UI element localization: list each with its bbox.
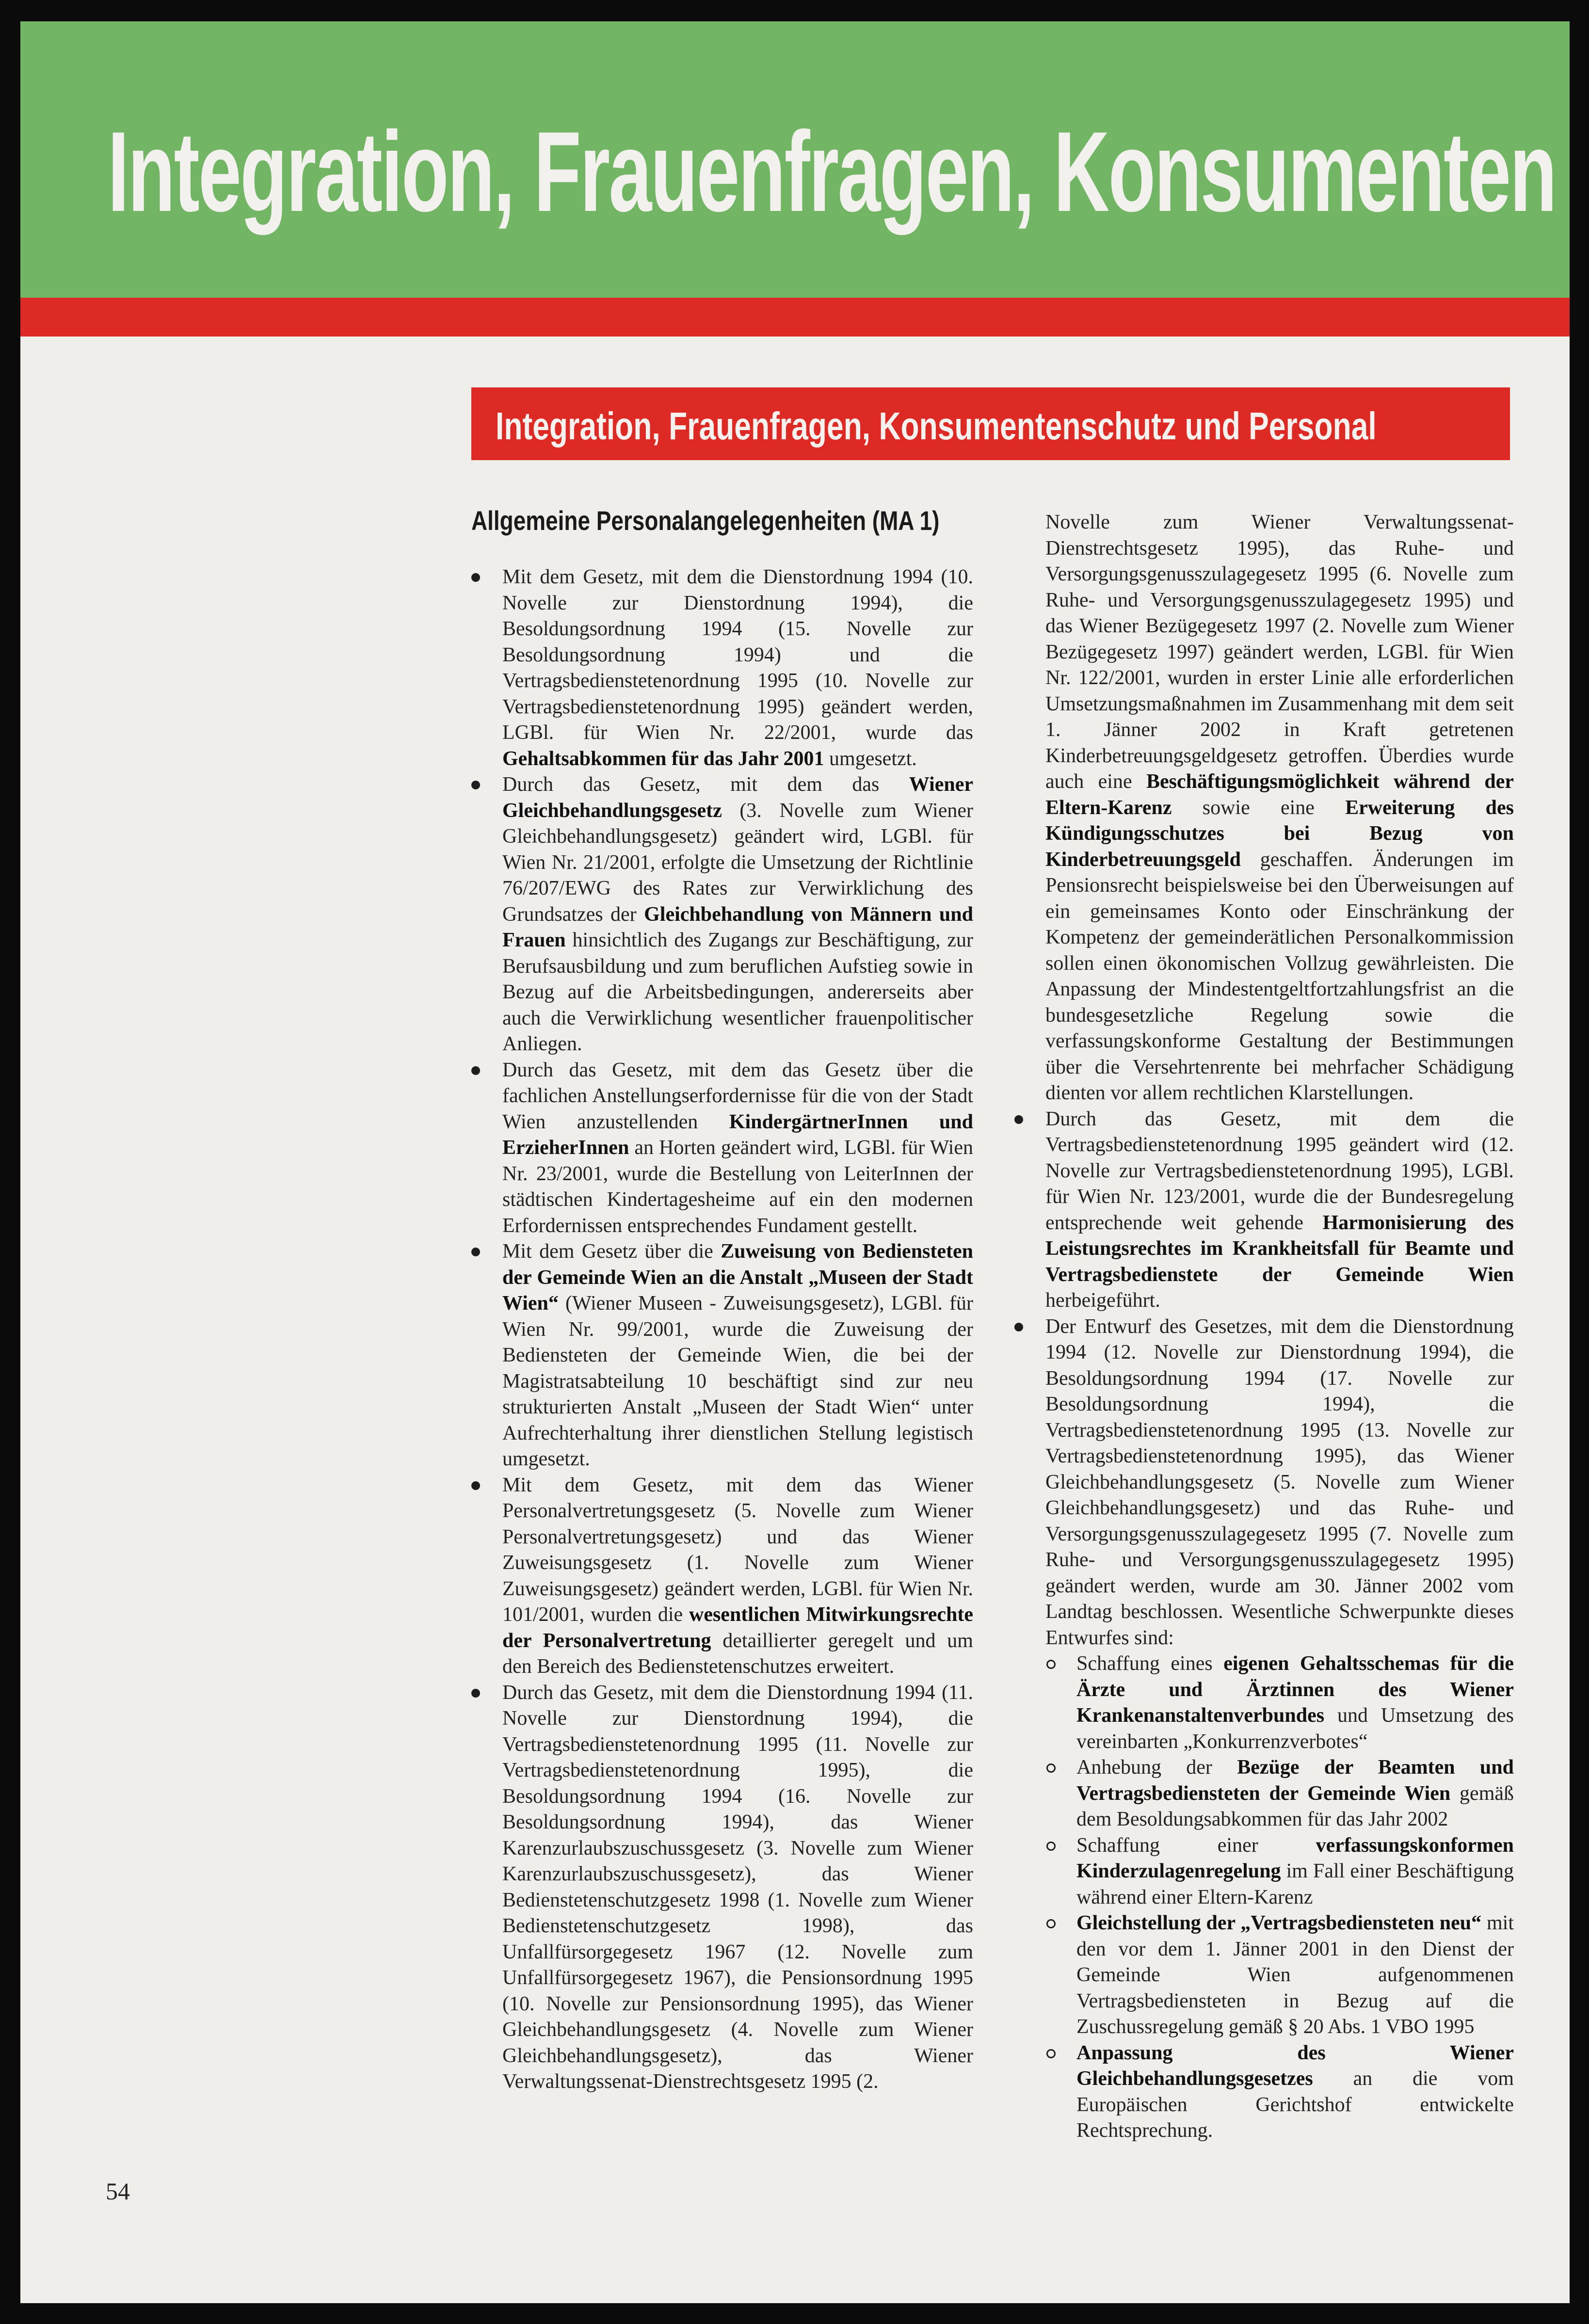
body-text: Mit dem Gesetz, mit dem das Wiener Personalvertretungsgesetz (5. Novelle zum Wiener Personalvertretungsgesetz) und das Wiener Zuweisungsgesetz (1. Novelle zum Wiener Zuweisungsgesetz) geändert werden, LGBl. für Wien Nr. 101/2001, wurden die	[502, 1474, 973, 1626]
body-text: umgesetzt.	[824, 747, 917, 770]
body-text: Schaffung eines	[1076, 1652, 1224, 1675]
body-text: Durch das Gesetz, mit dem das Gesetz über die fachlichen Anstellungserfordernisse für die von der Stadt Wien anzustellenden	[502, 1058, 973, 1133]
sub-list	[1045, 1651, 1514, 2144]
body-text: detaillierter geregelt und um den Bereich des Bedienstetenschutzes erweitert.	[502, 1629, 973, 1678]
body-text: Anhebung der	[1076, 1756, 1237, 1779]
emphasized-text: eigenen Gehaltsschemas für die Ärzte und Ärztinnen des Wiener Krankenanstaltenverbundes	[1076, 1652, 1514, 1727]
body-text: herbeigeführt.	[1045, 1289, 1160, 1312]
body-text: Mit dem Gesetz über die	[502, 1240, 721, 1263]
emphasized-text: Zuweisung von Bediensteten der Gemeinde Wien an die Anstalt „Museen der Stadt Wien“	[502, 1240, 974, 1314]
emphasized-text: Anpassung des Wiener Gleichbehandlungsgesetzes	[1076, 2041, 1514, 2090]
bullet-item	[471, 1680, 973, 2095]
emphasized-text: KindergärtnerInnen und ErzieherInnen	[502, 1110, 973, 1159]
left-column	[471, 506, 973, 2095]
section-title-bar	[471, 387, 1510, 460]
sub-item	[1045, 2040, 1514, 2144]
sub-item	[1045, 1651, 1514, 1755]
emphasized-text: Bezüge der Beamten und Vertragsbediensteten der Gemeinde Wien	[1076, 1756, 1514, 1805]
body-text: geschaffen. Änderungen im Pensionsrecht beispielsweise bei den Überweisungen auf ein gemeinsames Konto oder Einschränkung der Kompetenz der gemeinderätlichen Personalkommission sollen einen ökonomischen Vollzug gewährleisten. Die Anpassung der Mindestentgeltfortzahlungsfrist an die bundesgesetzliche Regelung sowie die verfassungskonforme Gestaltung der Bestimmungen über die Versehrtenrente bei mehrfacher Schädigung dienten vor allem rechtlichen Klarstellungen.	[1045, 848, 1514, 1104]
body-text: an Horten geändert wird, LGBl. für Wien Nr. 23/2001, wurde die Bestellung von LeiterInnen der städtischen Kindertagesheime auf ein den modernen Erfordernissen entsprechendes Fundament gestellt.	[502, 1137, 973, 1237]
bullet-item	[471, 1473, 973, 1680]
right-column	[1014, 510, 1514, 2144]
sub-item	[1045, 1755, 1514, 1833]
bullet-item	[471, 564, 973, 772]
section-title: Integration, Frauenfragen, Konsumentenschutz und Personal	[496, 404, 1377, 448]
body-text: Durch das Gesetz, mit dem das	[502, 773, 909, 796]
bullet-list-right	[1014, 1106, 1514, 2144]
body-text: Der Entwurf des Gesetzes, mit dem die Dienstordnung 1994 (12. Novelle zur Dienstordnung 1994), die Besoldungsordnung 1994 (17. Novelle zur Besoldungsordnung 1994), die Vertragsbedienstetenordnung 1995 (13. Novelle zur Vertragsbedienstetenordnung 1995), das Wiener Gleichbehandlungsgesetz (5. Novelle zum Wiener Gleichbehandlungsgesetz) und das Ruhe- und Versorgungsgenusszulagegesetz 1995 (7. Novelle zum Ruhe- und Versorgungsgenusszulagegesetz 1995) geändert werden, wurde am 30. Jänner 2002 vom Landtag beschlossen. Wesentliche Schwerpunkte dieses Entwurfes sind:	[1045, 1315, 1514, 1649]
bullet-list-left	[471, 564, 973, 2095]
sub-item	[1045, 1910, 1514, 2040]
emphasized-text: Gehaltsabkommen für das Jahr 2001	[502, 747, 824, 770]
body-text: und Umsetzung des vereinbarten „Konkurrenzverbotes“	[1076, 1704, 1514, 1753]
body-text: Mit dem Gesetz, mit dem die Dienstordnung 1994 (10. Novelle zur Dienstordnung 1994), die Besoldungsordnung 1994 (15. Novelle zur Besoldungsordnung 1994) und die Vertragsbedienstetenordnung 1995 (10. Novelle zur Vertragsbedienstetenordnung 1995) geändert werden, LGBl. für Wien Nr. 22/2001, wurde das	[502, 566, 973, 744]
emphasized-text: wesentlichen Mitwirkungsrechte der Personalvertretung	[502, 1603, 973, 1652]
body-text: Novelle zum Wiener Verwaltungssenat-Dienstrechtsgesetz 1995), das Ruhe- und Versorgungsgenusszulagegesetz 1995 (6. Novelle zum Ruhe- und Versorgungsgenusszulagegesetz 1995) und das Wiener Bezügegesetz 1997 (2. Novelle zum Wiener Bezügegesetz 1997) geändert werden, LGBl. für Wien Nr. 122/2001, wurden in erster Linie alle erforderlichen Umsetzungsmaßnahmen im Zusammenhang mit dem seit 1. Jänner 2002 in Kraft getretenen Kinderbetreuungsgeldgesetz getroffen. Überdies wurde auch eine	[1045, 511, 1514, 793]
bullet-item	[471, 1058, 973, 1239]
body-text: sowie eine	[1172, 796, 1346, 819]
body-text: gemäß dem Besoldungsabkommen für das Jahr 2002	[1076, 1782, 1514, 1830]
body-text: Durch das Gesetz, mit dem die Vertragsbedienstetenordnung 1995 geändert wird (12. Novelle zur Vertragsbedienstetenordnung 1995), LGBl. für Wien Nr. 123/2001, wurde die der Bundesregelung entsprechende weit gehende	[1045, 1107, 1514, 1234]
body-text: im Fall einer Beschäftigung während einer Eltern-Karenz	[1076, 1860, 1514, 1908]
body-text: an die vom Europäischen Gerichtshof entwickelte Rechtsprechung.	[1076, 2068, 1514, 2142]
emphasized-text: Wiener Gleichbehandlungsgesetz	[502, 773, 973, 822]
emphasized-text: Beschäftigungsmöglichkeit während der Eltern-Karenz	[1045, 770, 1514, 819]
body-text: Durch das Gesetz, mit dem die Dienstordnung 1994 (11. Novelle zur Dienstordnung 1994), die Vertragsbedienstetenordnung 1995 (11. Novelle zur Vertragsbedienstetenordnung 1995), die Besoldungsordnung 1994 (16. Novelle zur Besoldungsordnung 1994), das Wiener Karenzurlaubszuschussgesetz (3. Novelle zum Wiener Karenzurlaubszuschussgesetz), das Wiener Bedienstetenschutzgesetz 1998 (1. Novelle zum Wiener Bedienstetenschutzgesetz 1998), das Unfallfürsorgegesetz 1967 (12. Novelle zum Unfallfürsorgegesetz 1967), die Pensionsordnung 1995 (10. Novelle zur Pensionsordnung 1995), das Wiener Gleichbehandlungsgesetz (4. Novelle zum Wiener Gleichbehandlungsgesetz), das Wiener Verwaltungssenat-Dienstrechtsgesetz 1995 (2.	[502, 1681, 973, 2093]
header-green-band	[20, 21, 1570, 298]
bullet-item-text	[1045, 1315, 1514, 1649]
header-red-stripe	[20, 298, 1570, 337]
section-subheading: Allgemeine Personalangelegenheiten (MA 1)	[471, 505, 940, 536]
continued-paragraph	[1014, 510, 1514, 1106]
emphasized-text: Gleichstellung der „Vertragsbediensteten neu“	[1076, 1912, 1482, 1934]
page-number: 54	[106, 2178, 130, 2205]
body-text: Schaffung einer	[1076, 1834, 1316, 1857]
emphasized-text: verfassungskonformen Kinderzulagenregelung	[1076, 1834, 1514, 1882]
bullet-item	[471, 1239, 973, 1473]
bullet-item	[1014, 1106, 1514, 1314]
main-title: Integration, Frauenfragen, Konsumenten	[108, 108, 1556, 235]
body-text: hinsichtlich des Zugangs zur Beschäftigung, zur Berufsausbildung und zum beruflichen Aufstieg sowie in Bezug auf die Arbeitsbedingungen, andererseits aber auch die Verwirklichung wesentlicher frauenpolitischer Anliegen.	[502, 929, 973, 1055]
bullet-item	[471, 772, 973, 1058]
sub-item	[1045, 1833, 1514, 1911]
emphasized-text: Erweiterung des Kündigungsschutzes bei Bezug von Kinderbetreuungsgeld	[1045, 796, 1514, 871]
bullet-item	[1014, 1314, 1514, 2144]
body-text: (Wiener Museen - Zuweisungsgesetz), LGBl. für Wien Nr. 99/2001, wurde die Zuweisung der Bediensteten der Gemeinde Wien, die bei der Magistratsabteilung 10 beschäftigt sind zur neu strukturierten Anstalt „Museen der Stadt Wien“ unter Aufrechterhaltung ihrer dienstlichen Stellung legistisch umgesetzt.	[502, 1292, 973, 1470]
emphasized-text: Harmonisierung des Leistungsrechtes im Krankheitsfall für Beamte und Vertragsbedienstete der Gemeinde Wien	[1045, 1211, 1514, 1286]
body-text: (3. Novelle zum Wiener Gleichbehandlungsgesetz) geändert wird, LGBl. für Wien Nr. 21/2001, erfolgte die Umsetzung der Richtlinie 76/207/EWG des Rates zur Verwirklichung des Grundsatzes der	[502, 799, 973, 926]
emphasized-text: Gleichbehandlung von Männern und Frauen	[502, 903, 973, 951]
body-text: mit den vor dem 1. Jänner 2001 in den Dienst der Gemeinde Wien aufgenommenen Vertragsbediensteten in Bezug auf die Zuschussregelung gemäß § 20 Abs. 1 VBO 1995	[1076, 1912, 1514, 2038]
document-page	[20, 21, 1570, 2303]
